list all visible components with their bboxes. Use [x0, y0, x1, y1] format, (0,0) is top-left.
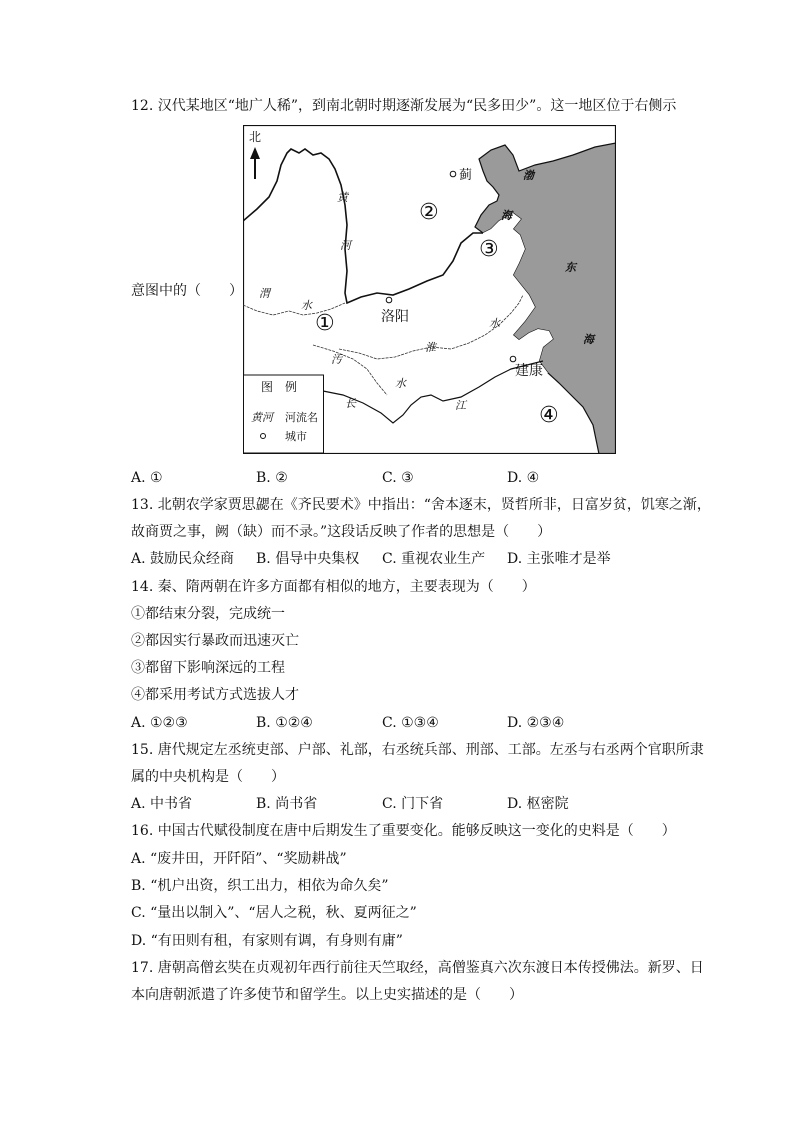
q14-option-d[interactable]: D. ②③④ [507, 715, 565, 731]
sea-label-hai-1: 海 [501, 209, 512, 222]
city-ji-label: 蓟 [459, 168, 473, 183]
q12-option-b[interactable]: B. ② [256, 470, 288, 486]
q12-option-d[interactable]: D. ④ [507, 470, 540, 486]
q16-option-d[interactable]: D. “有田则有租，有家则有调，有身则有庸” [131, 933, 403, 949]
river-label-chang: 长 [345, 397, 356, 410]
q12-map [243, 125, 616, 454]
q13-option-a[interactable]: A. 鼓励民众经商 [131, 551, 235, 567]
city-luoyang-dot [386, 297, 392, 303]
q13-stem-line2: 故商贾之事，阙（缺）而不录。”这段话反映了作者的思想是（ ） [131, 524, 552, 540]
river-label-wei-shui: 水 [301, 299, 312, 312]
q12-stem-line1: 12. 汉代某地区“地广人稀”，到南北朝时期逐渐发展为“民多田少”。这一地区位于右侧示 [131, 98, 677, 114]
q16-stem: 16. 中国古代赋役制度在唐中后期发生了重要变化。能够反映这一变化的史料是（ ） [131, 823, 676, 839]
map-legend [244, 375, 324, 453]
q13-option-c[interactable]: C. 重视农业生产 [382, 551, 486, 567]
q14-item-1: ①都结束分裂，完成统一 [131, 606, 285, 622]
city-ji-dot [450, 171, 456, 177]
legend-river-label: 河流名 [285, 411, 318, 424]
river-label-jiang: 江 [455, 399, 466, 412]
q14-item-3: ③都留下影响深远的工程 [131, 660, 285, 676]
q17-stem-line1: 17. 唐朝高僧玄奘在贞观初年西行前往天竺取经，高僧鉴真六次东渡日本传授佛法。新罗、日 [131, 960, 704, 976]
city-jiankang-dot [510, 356, 516, 362]
q16-option-a[interactable]: A. “废井田，开阡陌”、“奖励耕战” [131, 851, 347, 867]
city-luoyang-label: 洛阳 [381, 309, 409, 325]
marker-2: ② [419, 200, 439, 225]
north-label: 北 [249, 130, 262, 144]
river-label-huang: 黄 [337, 191, 348, 204]
q12-stem-line2: 意图中的（ ） [131, 283, 243, 299]
marker-3: ③ [479, 237, 499, 262]
river-label-mian: 汚 [331, 353, 342, 366]
q16-option-b[interactable]: B. “机户出资，织工出力，相依为命久矣” [131, 878, 389, 894]
river-label-wei: 渭 [259, 287, 270, 300]
q15-stem-line2: 属的中央机构是（ ） [131, 769, 285, 785]
marker-4: ④ [539, 403, 559, 428]
river-label-huai-shui: 水 [489, 317, 500, 330]
q15-option-c[interactable]: C. 门下省 [382, 796, 444, 812]
city-jiankang-label: 建康 [515, 363, 543, 379]
q14-option-a[interactable]: A. ①②③ [131, 715, 188, 731]
river-label-mian-shui: 水 [395, 377, 406, 390]
q15-option-a[interactable]: A. 中书省 [131, 796, 193, 812]
legend-river-sample: 黄河 [251, 411, 273, 424]
q15-option-d[interactable]: D. 枢密院 [507, 796, 569, 812]
q14-option-b[interactable]: B. ①②④ [256, 715, 313, 731]
yellow-river [243, 149, 483, 303]
yangtze-river [323, 361, 543, 423]
han-river [313, 345, 387, 395]
q14-option-c[interactable]: C. ①③④ [382, 715, 439, 731]
q13-option-d[interactable]: D. 主张唯才是举 [507, 551, 611, 567]
legend-city-label: 城市 [285, 430, 307, 443]
q12-option-a[interactable]: A. ① [131, 470, 163, 486]
river-label-he: 河 [340, 239, 351, 252]
q13-stem-line1: 13. 北朝农学家贾思勰在《齐民要术》中指出：“舍本逐末，贤哲所非，日富岁贫，饥寒之渐， [131, 497, 711, 513]
north-arrow [249, 130, 261, 179]
sea-label-bo: 渤 [523, 169, 534, 182]
q16-option-c[interactable]: C. “量出以制入”、“居人之税，秋、夏两征之” [131, 905, 417, 921]
q14-stem: 14. 秦、隋两朝在许多方面都有相似的地方，主要表现为（ ） [131, 579, 536, 595]
q13-option-b[interactable]: B. 倡导中央集权 [256, 551, 360, 567]
q15-stem-line1: 15. 唐代规定左丞统吏部、户部、礼部，右丞统兵部、刑部、工部。左丞与右丞两个官职所隶 [131, 742, 704, 758]
q15-option-b[interactable]: B. 尚书省 [256, 796, 318, 812]
sea-label-hai-2: 海 [583, 333, 594, 346]
q17-stem-line2: 本向唐朝派遣了许多使节和留学生。以上史实描述的是（ ） [131, 987, 523, 1003]
sea-label-dong: 东 [565, 261, 576, 274]
q14-item-4: ④都采用考试方式选拔人才 [131, 687, 299, 703]
q14-item-2: ②都因实行暴政而迅速灭亡 [131, 633, 299, 649]
marker-1: ① [315, 311, 335, 336]
river-label-huai: 淮 [425, 341, 436, 354]
q12-option-c[interactable]: C. ③ [382, 470, 414, 486]
legend-title: 图 例 [261, 380, 298, 394]
legend-city-dot [261, 434, 266, 439]
